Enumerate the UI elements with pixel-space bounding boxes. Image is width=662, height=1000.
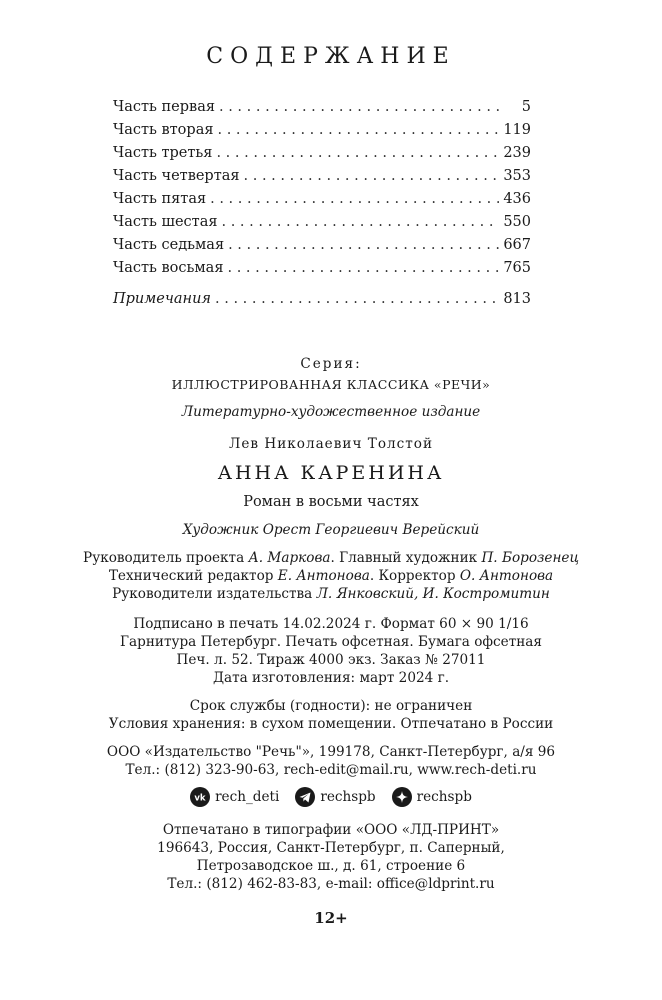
- toc-entry-label: Часть первая: [113, 99, 215, 115]
- genre-line: Литературно-художественное издание: [181, 404, 481, 420]
- staff-credits: [60, 549, 602, 603]
- credit-person: Л. Янковский, И. Костромитин: [316, 586, 550, 602]
- social-link-other[interactable]: [392, 787, 472, 807]
- printer-info: [60, 821, 602, 893]
- storage-line: Срок службы (годности): не ограничен: [189, 698, 473, 714]
- social-handle: rech_deti: [215, 789, 280, 805]
- storage-line: Условия хранения: в сухом помещении. Отпечатано в России: [108, 716, 554, 732]
- series-name: ИЛЛЮСТРИРОВАННАЯ КЛАССИКА «РЕЧИ»: [171, 377, 491, 392]
- toc-entry-page: 436: [503, 191, 531, 207]
- social-links: [60, 785, 602, 809]
- toc-entry-label: Часть седьмая: [113, 237, 225, 253]
- toc-leader-dots: [215, 288, 499, 311]
- book-title: АННА КАРЕНИНА: [217, 462, 445, 484]
- printer-line: Петрозаводское ш., д. 61, строение 6: [196, 858, 466, 874]
- author-name: Лев Николаевич Толстой: [228, 436, 434, 452]
- toc-notes-page: 813: [503, 291, 531, 307]
- toc-leader-dots: [228, 234, 499, 257]
- toc-leader-dots: [222, 211, 500, 234]
- toc-entry-label: Часть вторая: [113, 122, 214, 138]
- toc-entry-page: 550: [503, 214, 531, 230]
- toc-leader-dots: [218, 119, 500, 142]
- printer-line: Тел.: (812) 462-83-83, e-mail: office@ldprint.ru: [167, 876, 495, 892]
- credit-role: . Корректор: [369, 568, 460, 584]
- toc-entry: [113, 96, 531, 119]
- toc-entry-page: 5: [521, 99, 531, 115]
- telegram-icon: [295, 787, 315, 807]
- print-info-line: Гарнитура Петербург. Печать офсетная. Бумага офсетная: [120, 634, 542, 650]
- credit-line: [60, 567, 602, 585]
- star-icon: [392, 787, 412, 807]
- print-info: [60, 615, 602, 687]
- toc-entry-page: 239: [503, 145, 531, 161]
- table-of-contents: [113, 96, 531, 311]
- toc-leader-dots: [210, 188, 499, 211]
- svg-text:vk: vk: [194, 793, 206, 802]
- toc-entry: [113, 257, 531, 280]
- toc-entry-page: 353: [503, 168, 531, 184]
- imprint-block: [60, 355, 602, 927]
- printer-line: Отпечатано в типографии «ООО «ЛД-ПРИНТ»: [162, 822, 500, 838]
- toc-entry-page: 119: [503, 122, 531, 138]
- toc-entry-label: Часть четвертая: [113, 168, 240, 184]
- credit-person: П. Борозенец: [481, 550, 579, 566]
- vk-icon: [190, 787, 210, 807]
- credit-line: [60, 549, 602, 567]
- print-info-line: Печ. л. 52. Тираж 4000 экз. Заказ № 27011: [176, 652, 486, 668]
- social-handle: rechspb: [416, 789, 472, 805]
- credit-role: Руководители издательства: [112, 586, 317, 602]
- social-link-vk[interactable]: [190, 787, 279, 807]
- social-handle: rechspb: [320, 789, 376, 805]
- toc-title: СОДЕРЖАНИЕ: [206, 44, 456, 69]
- publisher-info: [60, 743, 602, 779]
- series-label: Серия:: [300, 356, 362, 372]
- social-link-telegram[interactable]: [295, 787, 375, 807]
- credit-line: [60, 585, 602, 603]
- publisher-contacts: Тел.: (812) 323-90-63, rech-edit@mail.ru, www.rech-deti.ru: [125, 762, 537, 778]
- age-rating: 12+: [314, 909, 348, 927]
- toc-entry-page: 667: [503, 237, 531, 253]
- credit-role: . Главный художник: [330, 550, 482, 566]
- toc-leader-dots: [227, 257, 499, 280]
- toc-entry-label: Часть пятая: [113, 191, 207, 207]
- credit-person: О. Антонова: [459, 568, 554, 584]
- print-info-line: Дата изготовления: март 2024 г.: [212, 670, 450, 686]
- toc-entry-label: Часть восьмая: [113, 260, 224, 276]
- toc-entry: [113, 142, 531, 165]
- toc-leader-dots: [216, 142, 499, 165]
- toc-entry: [113, 211, 531, 234]
- credit-person: А. Маркова: [248, 550, 331, 566]
- publisher-address: ООО «Издательство "Речь"», 199178, Санкт-Петербург, а/я 96: [106, 744, 556, 760]
- toc-leader-dots: [244, 165, 500, 188]
- credit-person: Е. Антонова: [277, 568, 370, 584]
- storage-info: [60, 697, 602, 733]
- credit-role: Технический редактор: [108, 568, 278, 584]
- toc-entry-label: Часть шестая: [113, 214, 218, 230]
- illustrator-credit: Художник Орест Георгиевич Верейский: [182, 522, 480, 538]
- toc-notes-label: Примечания: [113, 291, 212, 307]
- toc-entry: [113, 188, 531, 211]
- toc-leader-dots: [219, 96, 501, 119]
- toc-entry-label: Часть третья: [113, 145, 213, 161]
- printer-line: 196643, Россия, Санкт-Петербург, п. Саперный,: [157, 840, 505, 856]
- toc-notes-entry: [113, 288, 531, 311]
- toc-entry-page: 765: [503, 260, 531, 276]
- toc-entry: [113, 119, 531, 142]
- print-info-line: Подписано в печать 14.02.2024 г. Формат 60 × 90 1/16: [133, 616, 529, 632]
- book-subtitle: Роман в восьми частях: [243, 494, 419, 510]
- toc-entry: [113, 165, 531, 188]
- toc-entry: [113, 234, 531, 257]
- credit-role: Руководитель проекта: [83, 550, 249, 566]
